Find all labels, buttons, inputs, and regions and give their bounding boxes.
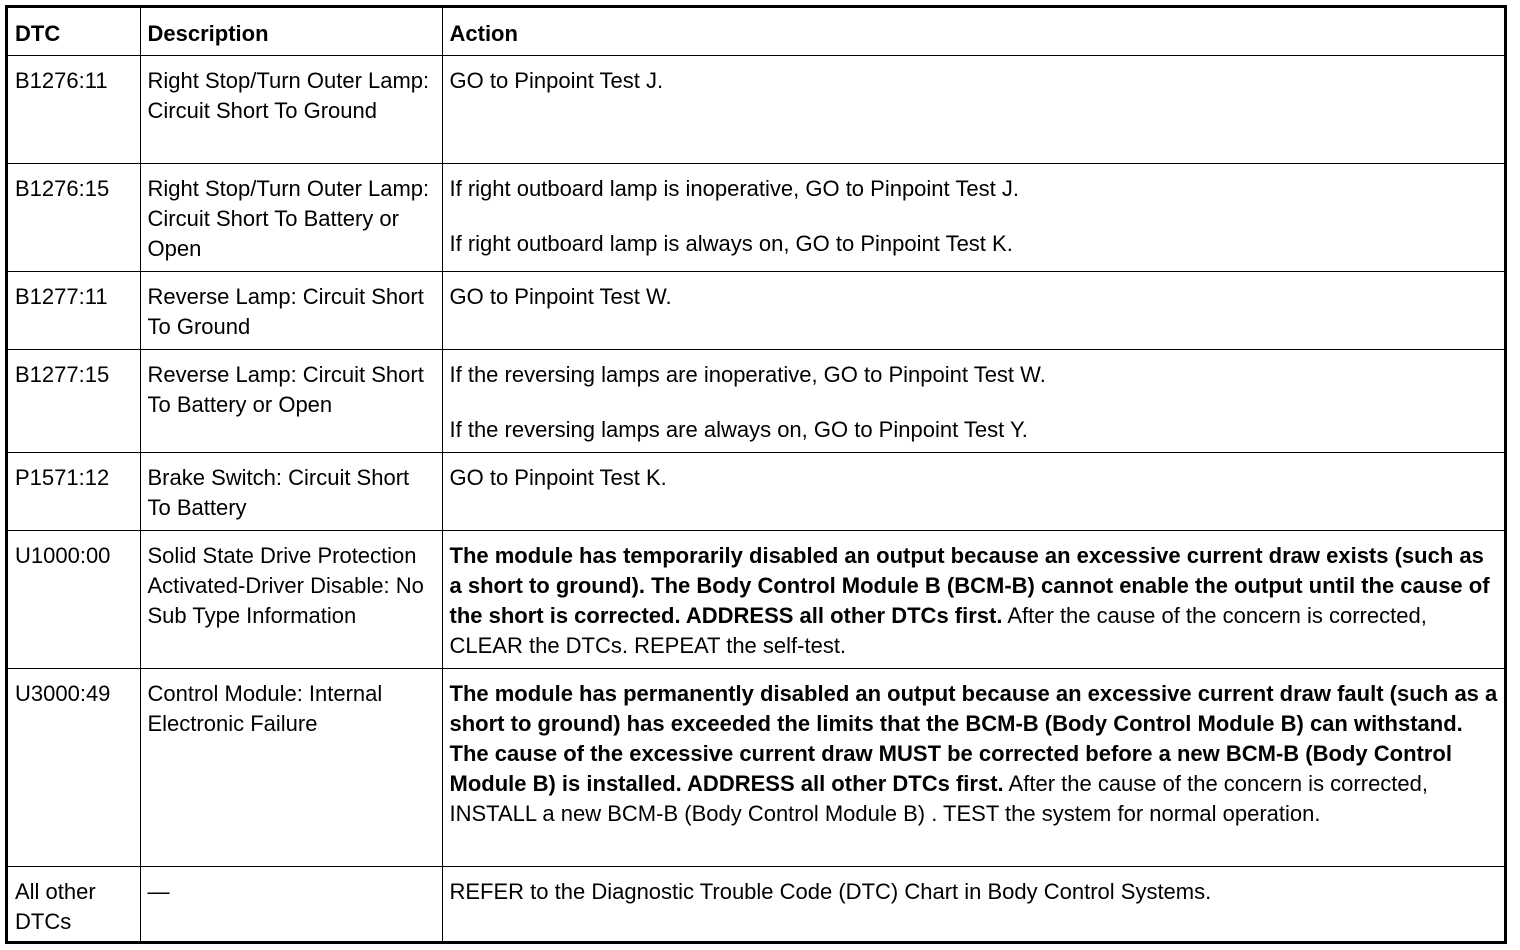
description-cell: Brake Switch: Circuit Short To Battery [140,453,442,531]
dtc-code-cell: B1276:15 [8,164,140,272]
action-paragraph [450,282,1499,312]
action-text: If the reversing lamps are inoperative, GO to Pinpoint Test W. [449,362,1046,387]
header-description: Description [140,8,442,56]
action-paragraph [450,415,1499,445]
action-cell [442,350,1504,453]
table-row [8,531,1504,669]
dtc-table-frame [5,5,1507,944]
description-cell: Reverse Lamp: Circuit Short To Battery or Open [140,350,442,453]
action-paragraph [450,463,1499,493]
action-cell [442,531,1504,669]
action-paragraph [450,679,1499,829]
dtc-code-cell: All other DTCs [8,867,140,944]
table-row [8,272,1504,350]
table-row [8,453,1504,531]
action-text: GO to Pinpoint Test W. [449,284,672,309]
table-row [8,350,1504,453]
description-cell: Control Module: Internal Electronic Failure [140,669,442,867]
dtc-code-cell: B1276:11 [8,56,140,164]
description-cell: Reverse Lamp: Circuit Short To Ground [140,272,442,350]
action-text: If right outboard lamp is inoperative, GO to Pinpoint Test J. [449,176,1019,201]
action-paragraph [450,877,1499,907]
action-text: After the cause of the concern is corrected, CLEAR the DTCs. REPEAT the self-test. [449,603,1427,658]
action-text: After the cause of the concern is corrected, INSTALL a new BCM-B (Body Control Module B) . TEST the system for normal operation. [449,771,1428,826]
action-text: If right outboard lamp is always on, GO to Pinpoint Test K. [449,231,1013,256]
header-dtc: DTC [8,8,140,56]
table-row [8,164,1504,272]
action-text: If the reversing lamps are always on, GO to Pinpoint Test Y. [449,417,1028,442]
action-cell [442,669,1504,867]
table-row [8,669,1504,867]
dtc-code-cell: U1000:00 [8,531,140,669]
dtc-table [8,8,1504,943]
dtc-code-cell: P1571:12 [8,453,140,531]
action-text: GO to Pinpoint Test K. [449,465,667,490]
dtc-code-cell: B1277:11 [8,272,140,350]
table-row [8,867,1504,944]
action-cell [442,867,1504,944]
action-bold-text: The module has temporarily disabled an output because an excessive current draw exists (such as a short to ground). The Body Control Module B (BCM-B) cannot enable the output until the cause of the short is corrected. ADDRESS all other DTCs first. [449,543,1490,628]
action-bold-text: The module has permanently disabled an output because an excessive current draw fault (such as a short to ground) has exceeded the limits that the BCM-B (Body Control Module B) can withstand. The cause of the excessive current draw MUST be corrected before a new BCM-B (Body Control Module B) is installed. ADDRESS all other DTCs first. [449,681,1498,796]
action-paragraph [450,174,1499,204]
dtc-code-cell: U3000:49 [8,669,140,867]
description-cell: Right Stop/Turn Outer Lamp: Circuit Short To Ground [140,56,442,164]
action-paragraph [450,541,1499,661]
action-paragraph [450,229,1499,259]
action-cell [442,56,1504,164]
action-cell [442,164,1504,272]
action-text: GO to Pinpoint Test J. [449,68,664,93]
action-paragraph [450,66,1499,96]
action-cell [442,453,1504,531]
action-paragraph [450,360,1499,390]
action-text: REFER to the Diagnostic Trouble Code (DTC) Chart in Body Control Systems. [449,879,1212,904]
action-cell [442,272,1504,350]
header-row [8,8,1504,56]
dtc-code-cell: B1277:15 [8,350,140,453]
description-cell: Right Stop/Turn Outer Lamp: Circuit Short To Battery or Open [140,164,442,272]
table-row [8,56,1504,164]
description-cell: Solid State Drive Protection Activated-Driver Disable: No Sub Type Information [140,531,442,669]
description-cell: — [140,867,442,944]
header-action: Action [442,8,1504,56]
